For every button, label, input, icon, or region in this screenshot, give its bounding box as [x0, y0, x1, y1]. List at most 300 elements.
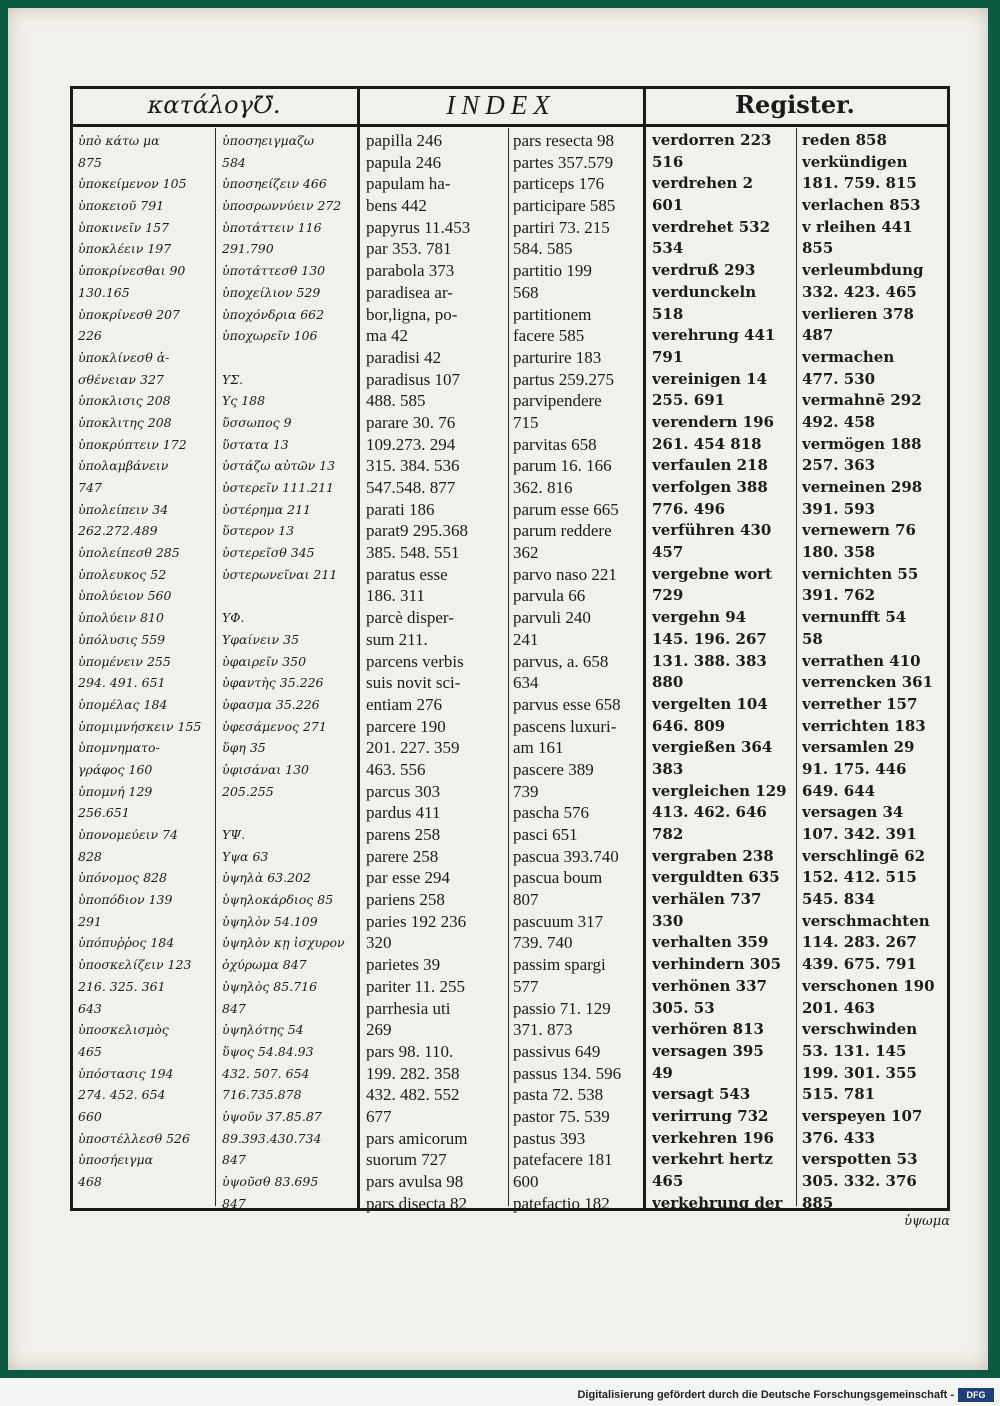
index-entry: ὑψηλὰ 63.202	[222, 870, 311, 886]
index-entry: 465	[652, 1172, 684, 1190]
index-entry: suis novit sci-	[366, 673, 461, 693]
index-entry: parcè disper-	[366, 608, 454, 628]
divider-latin-german	[643, 86, 646, 1211]
index-entry: parcere 190	[366, 716, 446, 736]
index-entry: ὑποσηειγμαζω	[222, 133, 314, 148]
index-entry: passio 71. 129	[513, 998, 611, 1018]
index-entry: ὑστέρημα 211	[222, 501, 311, 517]
index-entry: 646. 809	[652, 716, 726, 735]
index-entry: verschwinden	[802, 1020, 918, 1039]
index-entry: vergießen 364	[652, 738, 773, 757]
index-entry: 294. 491. 651	[78, 675, 166, 691]
index-entry: partitio 199	[513, 261, 592, 281]
index-entry: papyrus 11.453	[366, 217, 471, 237]
index-entry: verkehren 196	[652, 1128, 774, 1147]
index-entry: parrhesia uti	[366, 998, 451, 1018]
index-entry: ὑψηλὸν κῃ ἰσχυρον	[222, 935, 345, 951]
index-entry: 332. 423. 465	[802, 282, 917, 301]
latin-inner-divider	[508, 128, 509, 1206]
index-entry: ὑφασμα 35.226	[222, 696, 320, 712]
index-entry: 49	[652, 1063, 673, 1082]
index-entry: ὑπολείπεσθ 285	[78, 545, 180, 561]
index-entry: passus 134. 596	[513, 1063, 622, 1083]
index-entry: verdrehen 2	[652, 174, 754, 193]
index-entry: ὑποχείλιον 529	[222, 284, 321, 300]
index-entry: 643	[78, 1000, 102, 1016]
index-entry: ὑστάζω αὐτῶν 13	[222, 458, 336, 474]
footer-bar	[0, 1384, 1000, 1406]
index-entry: parvo naso 221	[513, 564, 617, 584]
index-entry: parabola 373	[366, 261, 455, 281]
index-entry: 439. 675. 791	[802, 955, 917, 974]
index-entry: 649. 644	[802, 781, 876, 800]
index-entry: 828	[78, 848, 102, 864]
index-entry: parcus 303	[366, 781, 441, 801]
index-entry: parum esse 665	[513, 499, 619, 519]
index-entry: parvus esse 658	[513, 694, 621, 714]
index-entry: parvuli 240	[513, 608, 591, 628]
index-entry: verdorren 223	[652, 131, 772, 149]
index-entry: verlachen 853	[802, 196, 921, 215]
index-entry: verehrung 441	[652, 326, 776, 345]
index-entry: 145. 196. 267	[652, 629, 767, 648]
index-entry: ὑψοῦν 37.85.87	[222, 1108, 322, 1124]
index-entry: ὑπομέλας 184	[78, 696, 168, 712]
index-entry: pars resecta 98	[513, 131, 615, 150]
index-entry: Υφαίνειν 35	[222, 631, 300, 647]
index-entry: paradisi 42	[366, 347, 442, 367]
index-entry: verkündigen	[802, 152, 908, 171]
index-entry: verhälen 737	[652, 890, 762, 909]
index-entry: 855	[802, 239, 834, 258]
index-entry: pars avulsa 98	[366, 1172, 464, 1191]
index-entry: verfolgen 388	[652, 478, 768, 496]
index-entry: ὑστερωνεῖναι 211	[222, 566, 338, 582]
index-entry: verdrehet 532	[652, 217, 771, 236]
index-entry: verrencken 361	[802, 673, 934, 692]
index-entry: 201. 463	[802, 998, 876, 1017]
index-entry: pardus 411	[366, 803, 441, 823]
index-entry: 131. 388. 383	[652, 651, 767, 670]
index-entry: 880	[652, 673, 684, 692]
index-entry: ὑφεσάμενος 271	[222, 718, 327, 734]
index-entry: 660	[78, 1108, 102, 1124]
index-entry: parere 258	[366, 846, 439, 866]
index-entry: ὑποσήειγμα	[78, 1152, 154, 1168]
index-entry: parietes 39	[366, 955, 441, 975]
index-entry: 107. 342. 391	[802, 825, 917, 843]
index-entry: ὑπολύειον 560	[78, 588, 172, 604]
index-entry: 677	[366, 1106, 392, 1126]
index-entry: 362. 816	[513, 478, 573, 497]
index-entry: 181. 759. 815	[802, 174, 917, 193]
index-entry: vergleichen 129	[652, 781, 787, 800]
footer-credit: Digitalisierung gefördert durch die Deutsche Forschungsgemeinschaft -	[577, 1389, 954, 1401]
index-entry: 226	[78, 328, 102, 344]
index-entry: 383	[652, 759, 684, 778]
index-entry: parvitas 658	[513, 434, 597, 454]
index-entry: verguldten 635	[652, 868, 780, 887]
index-entry: 305. 332. 376	[802, 1172, 917, 1190]
index-entry	[222, 585, 354, 607]
index-entry: verspotten 53	[802, 1150, 918, 1169]
index-entry: 492. 458	[802, 412, 876, 431]
german-header: Register.	[735, 90, 855, 119]
index-entry: partiri 73. 215	[513, 217, 610, 237]
index-entry: 729	[652, 586, 684, 605]
index-entry: ὑποπόδιον 139	[78, 892, 173, 908]
index-entry: pasta 72. 538	[513, 1085, 604, 1105]
index-entry: parati 186	[366, 499, 435, 519]
greek-inner-divider	[215, 128, 216, 1206]
index-entry: verendern 196	[652, 412, 774, 431]
index-entry: ὑποκλισις 208	[78, 393, 171, 409]
index-entry: 875	[78, 154, 102, 170]
index-entry: ὑψηλὸν 54.109	[222, 913, 318, 929]
index-entry: 274. 452. 654	[78, 1087, 166, 1103]
index-entry: Υς 188	[222, 393, 266, 409]
index-entry: 545. 834	[802, 890, 876, 909]
index-entry: ὑπόνομος 828	[78, 870, 167, 886]
index-entry: 584	[222, 154, 246, 170]
index-entry: 58	[802, 629, 823, 648]
index-entry: pascere 389	[513, 759, 594, 779]
index-entry: 89.393.430.734	[222, 1130, 322, 1146]
index-entry: 269	[366, 1020, 392, 1040]
index-entry: 747	[78, 480, 102, 495]
index-entry: ὑψοῦσθ 83.695	[222, 1174, 319, 1189]
divider-greek-latin	[357, 86, 360, 1211]
index-entry: ὑποσρωννύειν 272	[222, 198, 342, 214]
index-entry: 152. 412. 515	[802, 868, 917, 887]
index-entry: ΥΣ.	[222, 371, 244, 387]
index-entry: σθένειαν 327	[78, 371, 164, 387]
index-entry: bens 442	[366, 196, 427, 216]
index-entry: 584. 585	[513, 239, 573, 259]
index-entry: papilla 246	[366, 131, 443, 150]
index-entry: am 161	[513, 738, 564, 758]
index-entry: 432. 507. 654	[222, 1065, 310, 1081]
index-entry: patefactio 182	[513, 1193, 610, 1213]
index-entry: 465	[78, 1043, 102, 1059]
index-entry: verhalten 359	[652, 933, 769, 952]
index-entry: vernewern 76	[802, 521, 916, 540]
index-entry: ὑποχόνδρια 662	[222, 306, 325, 322]
index-entry: verschlingē 62	[802, 846, 926, 865]
index-entry: papula 246	[366, 152, 442, 172]
index-entry: ὑπολευκος 52	[78, 566, 167, 582]
index-entry: verlieren 378	[802, 304, 914, 323]
index-entry: 199. 282. 358	[366, 1063, 460, 1083]
index-entry: 463. 556	[366, 759, 426, 779]
index-entry: ὑπομένειν 255	[78, 653, 171, 669]
index-entry: 716.735.878	[222, 1087, 302, 1103]
index-entry: verhören 813	[652, 1020, 764, 1039]
index-entry: pastus 393	[513, 1128, 586, 1148]
index-entry: verneinen 298	[802, 478, 923, 496]
index-entry: parturire 183	[513, 347, 602, 367]
index-entry: pasci 651	[513, 825, 578, 844]
index-entry: verirrung 732	[652, 1106, 769, 1125]
index-entry: Υψα 63	[222, 848, 269, 864]
index-entry: verkehrt hertz	[652, 1150, 773, 1169]
index-entry: entiam 276	[366, 694, 443, 714]
index-entry: ὑπομνηματο-	[78, 740, 160, 756]
index-entry: ὑψηλοκάρδιος 85	[222, 892, 334, 908]
index-entry: facere 585	[513, 326, 585, 346]
index-entry: 601	[652, 196, 684, 215]
index-entry: 488. 585	[366, 391, 426, 411]
index-entry: 847	[222, 1195, 246, 1211]
index-entry: ὑπολύειν 810	[78, 610, 164, 626]
index-entry: pascua boum	[513, 868, 603, 888]
index-entry: ΥΨ.	[222, 827, 246, 842]
index-entry: 391. 593	[802, 499, 876, 518]
index-entry: ma 42	[366, 326, 409, 346]
index-entry: ὑποτάττειν 116	[222, 219, 322, 235]
index-entry: 715	[513, 412, 539, 432]
index-entry: 320	[366, 933, 392, 953]
index-entry: ὑπὸ κάτω μα	[78, 133, 160, 148]
index-entry: 180. 358	[802, 543, 876, 562]
index-entry: ὑπομνή 129	[78, 783, 153, 799]
index-entry: verdruß 293	[652, 261, 756, 280]
index-entry: ὑπόπυῤῥος 184	[78, 935, 175, 951]
index-entry: parens 258	[366, 825, 441, 844]
index-entry: 205.255	[222, 783, 274, 799]
index-entry: 385. 548. 551	[366, 543, 460, 563]
index-entry: 241	[513, 629, 539, 649]
index-entry: ὑποκρίνεσθαι 90	[78, 263, 186, 279]
index-entry: parvus, a. 658	[513, 651, 609, 671]
index-entry: ὑστερεῖσθ 345	[222, 545, 315, 561]
index-entry: ὕστερον 13	[222, 523, 295, 539]
index-entry: 516	[652, 152, 684, 171]
index-entry: ΥΦ.	[222, 610, 245, 626]
header-rule	[70, 124, 950, 127]
index-entry: ὑφαντὴς 35.226	[222, 675, 324, 691]
index-entry: 739	[513, 781, 539, 801]
index-entry: v rleihen 441	[802, 217, 913, 236]
index-entry: 376. 433	[802, 1128, 876, 1147]
index-entry: ὑποστέλλεσθ 526	[78, 1130, 190, 1146]
index-entry: versagt 543	[652, 1085, 751, 1104]
index-entry: 262.272.489	[78, 523, 158, 539]
index-entry: parcens verbis	[366, 651, 464, 671]
index-entry: ὕψος 54.84.93	[222, 1043, 314, 1059]
index-entry: verrathen 410	[802, 651, 921, 670]
index-entry: pars 98. 110.	[366, 1041, 454, 1061]
latin-column-1	[366, 130, 506, 1214]
index-entry: ὑποτάττεσθ 130	[222, 263, 326, 279]
index-entry: ὑποσκελισμὸς	[78, 1022, 169, 1038]
index-entry: ὕφη 35	[222, 740, 266, 756]
index-entry: verhönen 337	[652, 976, 767, 995]
index-entry: par 353. 781	[366, 239, 452, 259]
index-entry: 371. 873	[513, 1020, 573, 1040]
index-entry: pariens 258	[366, 890, 445, 910]
index-entry: parvipendere	[513, 391, 602, 411]
index-entry: 315. 384. 536	[366, 456, 460, 476]
index-entry: 53. 131. 145	[802, 1041, 907, 1060]
german-inner-divider	[796, 128, 797, 1206]
index-entry: 261. 454 818	[652, 434, 762, 453]
index-entry: verspeyen 107	[802, 1106, 923, 1125]
index-entry: 547.548. 877	[366, 478, 456, 497]
index-entry: pascha 576	[513, 803, 590, 823]
index-entry: verdunckeln	[652, 282, 757, 301]
index-entry: ὑπομιμνήσκειν 155	[78, 718, 202, 734]
index-entry: 515. 781	[802, 1085, 876, 1104]
index-entry: 518	[652, 304, 684, 323]
index-entry: pastor 75. 539	[513, 1106, 610, 1126]
index-entry: 477. 530	[802, 369, 876, 388]
index-entry: pascua 393.740	[513, 846, 619, 866]
index-entry: particeps 176	[513, 174, 605, 194]
index-entry: vergraben 238	[652, 846, 774, 865]
index-entry: participare 585	[513, 196, 616, 216]
index-entry: 847	[222, 1152, 246, 1168]
index-entry: 257. 363	[802, 456, 876, 475]
index-entry: 791	[652, 347, 684, 366]
index-entry: parum 16. 166	[513, 456, 612, 476]
greek-column-1	[78, 130, 212, 1193]
index-entry: vergelten 104	[652, 694, 768, 713]
index-entry: verleumbdung	[802, 261, 924, 280]
index-entry: 413. 462. 646	[652, 803, 767, 822]
index-entry: 600	[513, 1172, 539, 1191]
index-entry: 807	[513, 890, 539, 910]
index-entry: verfaulen 218	[652, 456, 768, 475]
catchword: ὑψωμα	[904, 1214, 950, 1229]
index-entry: verschonen 190	[802, 976, 935, 995]
index-entry: pariter 11. 255	[366, 976, 465, 996]
index-entry: 432. 482. 552	[366, 1085, 460, 1105]
index-entry: partes 357.579	[513, 152, 614, 172]
index-entry: ὑποκινεῖν 157	[78, 219, 170, 235]
index-entry: 216. 325. 361	[78, 978, 166, 994]
german-column-2	[802, 130, 944, 1214]
index-entry: ὕστατα 13	[222, 436, 289, 452]
index-entry: verkehrung der	[652, 1193, 783, 1212]
index-entry: versagen 34	[802, 803, 904, 822]
index-entry: 468	[78, 1174, 102, 1189]
index-entry: ὑποχωρεῖν 106	[222, 328, 318, 344]
index-entry: ὑστερεῖν 111.211	[222, 480, 334, 495]
index-entry: ὑπολείπειν 34	[78, 501, 169, 517]
index-entry: papulam ha-	[366, 174, 451, 194]
index-entry: passim spargi	[513, 955, 606, 975]
index-entry: parum reddere	[513, 521, 612, 541]
greek-column-2	[222, 130, 354, 1214]
index-entry: pars amicorum	[366, 1128, 468, 1148]
index-entry: 885	[802, 1193, 834, 1212]
index-entry: 457	[652, 543, 684, 562]
latin-header: INDEX	[446, 90, 556, 120]
index-entry: 255. 691	[652, 391, 726, 410]
index-entry: pascuum 317	[513, 911, 604, 931]
index-entry: vermahnē 292	[802, 391, 922, 410]
index-entry: 130.165	[78, 284, 130, 300]
index-entry: paradisea ar-	[366, 282, 453, 302]
index-entry: passivus 649	[513, 1041, 601, 1061]
index-entry: ὑπονομεύειν 74	[78, 827, 178, 842]
index-entry: reden 858	[802, 131, 887, 149]
german-column-1	[652, 130, 794, 1214]
index-entry: 291.790	[222, 241, 274, 257]
index-entry: paries 192 236	[366, 911, 467, 931]
index-entry: 330	[652, 911, 684, 930]
index-entry: bor,ligna, po-	[366, 304, 458, 324]
index-entry: sum 211.	[366, 629, 428, 649]
index-entry: ὑφαιρεῖν 350	[222, 653, 307, 669]
index-entry: 186. 311	[366, 586, 425, 606]
index-entry: ὑπόστασις 194	[78, 1065, 174, 1081]
index-entry: ὑποσηείζειν 466	[222, 176, 327, 192]
index-entry: pars disecta 82	[366, 1193, 468, 1213]
index-entry: verführen 430	[652, 521, 772, 540]
index-entry: ὑπόλυσις 559	[78, 631, 166, 647]
dfg-logo: DFG	[958, 1388, 994, 1402]
index-entry: ὑποκρίνεσθ 207	[78, 306, 180, 322]
index-entry: 109.273. 294	[366, 434, 456, 454]
index-entry: versagen 395	[652, 1041, 764, 1060]
index-entry: partitionem	[513, 304, 592, 324]
index-entry: ὕσσωπος 9	[222, 414, 292, 430]
index-entry: parvula 66	[513, 586, 586, 606]
index-entry: 847	[222, 1000, 246, 1016]
index-entry: 201. 227. 359	[366, 738, 460, 758]
index-entry: 256.651	[78, 805, 130, 821]
index-entry: vergehn 94	[652, 608, 747, 627]
index-entry: ὑποκλιτης 208	[78, 414, 172, 430]
index-entry: 114. 283. 267	[802, 933, 917, 952]
index-entry: ὑπολαμβάνειν	[78, 458, 169, 474]
index-entry: ὑφισάναι 130	[222, 761, 309, 777]
index-entry: 634	[513, 673, 539, 693]
index-entry: parare 30. 76	[366, 412, 456, 432]
index-entry: vernichten 55	[802, 564, 919, 583]
index-entry: vereinigen 14	[652, 369, 768, 388]
index-entry: vermachen	[802, 347, 895, 366]
index-entry: par esse 294	[366, 868, 451, 888]
index-entry: ὑποκείμενον 105	[78, 176, 187, 192]
index-entry: vermögen 188	[802, 434, 922, 453]
index-entry: verrether 157	[802, 694, 918, 713]
index-entry: partus 259.275	[513, 369, 615, 389]
index-entry: vernunfft 54	[802, 608, 907, 627]
left-rule	[70, 86, 73, 1211]
right-rule	[947, 86, 950, 1211]
index-entry: pascens luxuri-	[513, 716, 617, 736]
greek-header: κατάλογ℧.	[147, 91, 281, 119]
index-entry: verrichten 183	[802, 716, 926, 735]
index-entry: vergebne wort	[652, 564, 773, 583]
index-entry	[222, 802, 354, 824]
index-entry: 305. 53	[652, 998, 715, 1017]
index-entry: verschmachten	[802, 911, 930, 930]
latin-column-2	[513, 130, 641, 1214]
index-entry: ὑποσκελίζειν 123	[78, 957, 192, 973]
index-entry: ὀχύρωμα 847	[222, 957, 307, 973]
index-entry: 362	[513, 543, 539, 563]
index-entry: 91. 175. 446	[802, 759, 907, 778]
index-entry: ὑψηλὸς 85.716	[222, 978, 318, 994]
index-entry: 534	[652, 239, 684, 258]
index-entry: 199. 301. 355	[802, 1063, 917, 1082]
index-entry: verhindern 305	[652, 955, 782, 974]
index-entry	[222, 347, 354, 369]
